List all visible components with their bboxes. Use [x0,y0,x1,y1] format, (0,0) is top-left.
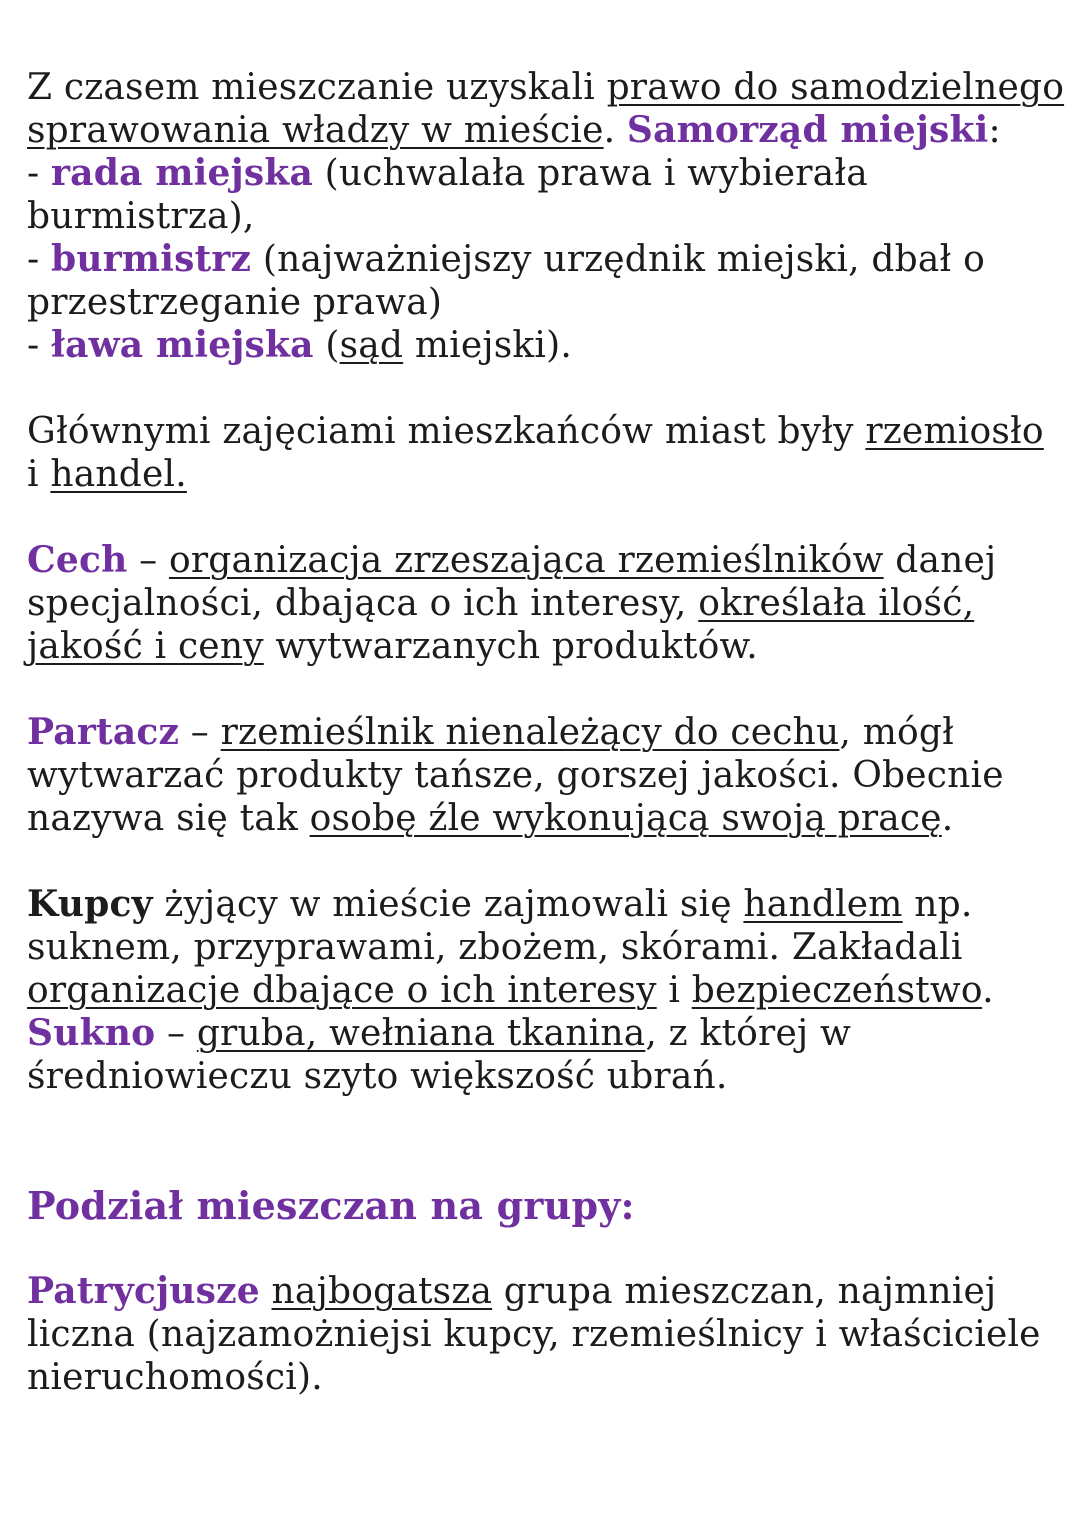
sukno-definition: gruba, wełniana tkanina [196,1013,646,1054]
term-rada-miejska: rada miejska [51,152,313,194]
term-samorzad-miejski: Samorząd miejski [626,109,989,151]
spacer [27,1098,1067,1184]
term-patrycjusze: Patrycjusze [27,1270,260,1312]
term-sukno: Sukno [27,1012,156,1054]
list-item-burmistrz: - burmistrz (najważniejszy urzędnik miejski, dbał o przestrzeganie prawa) [27,238,985,323]
partacz-modern-meaning: osobę źle wykonującą swoją pracę [309,798,942,839]
organizations-underlined: organizacje dbające o ich interesy [27,970,657,1011]
handlem-underlined: handlem [743,884,903,925]
sukno-paragraph: Sukno – gruba, wełniana tkanina, z której w średniowieczu szyto większość ubrań. [27,1012,851,1097]
partacz-paragraph: Partacz – rzemieślnik nienależący do cechu, mógł wytwarzać produkty tańsze, gorszej jakości. Obecnie nazywa się tak osobę źle wykonującą swoją pracę. [27,711,1004,839]
sad-underlined: sąd [339,325,404,366]
self-government-right: prawo do samodzielnego sprawowania władzy w mieście [27,67,1065,151]
cech-role: określała ilość, jakość i ceny [27,583,975,667]
term-kupcy: Kupcy [27,883,153,925]
term-partacz: Partacz [27,711,180,753]
intro-paragraph: Z czasem mieszczanie uzyskali prawo do samodzielnego sprawowania władzy w mieście. Samorząd miejski: [27,67,1065,151]
spacer [27,367,1067,410]
spacer [27,668,1067,711]
spacer [27,496,1067,539]
partacz-definition: rzemieślnik nienależący do cechu [220,712,840,753]
spacer [27,1227,1067,1270]
document-page [27,66,1067,1399]
list-item-rada: - rada miejska (uchwalała prawa i wybierała burmistrza), [27,152,868,237]
kupcy-paragraph: Kupcy żyjący w mieście zajmowali się handlem np. suknem, przyprawami, zbożem, skórami. Zakładali organizacje dbające o ich interesy i bezpieczeństwo. [27,883,994,1011]
list-item-lawa: - ława miejska (sąd miejski). [27,324,573,366]
term-burmistrz: burmistrz [51,238,252,280]
rzemioslo-underlined: rzemiosło [865,411,1044,452]
najbogatsza-underlined: najbogatsza [271,1271,493,1312]
safety-underlined: bezpieczeństwo [691,970,983,1011]
term-lawa-miejska: ława miejska [51,324,314,366]
handel-underlined: handel. [50,454,187,495]
patrycjusze-paragraph: Patrycjusze najbogatsza grupa mieszczan, najmniej liczna (najzamożniejsi kupcy, rzemieślnicy i właściciele nieruchomości). [27,1270,1041,1398]
cech-definition: organizacja zrzeszająca rzemieślników [168,540,884,581]
spacer [27,840,1067,883]
term-cech: Cech [27,539,128,581]
occupations-paragraph: Głównymi zajęciami mieszkańców miast były rzemiosło i handel. [27,411,1044,495]
section-heading: Podział mieszczan na grupy: [27,1183,635,1228]
cech-paragraph: Cech – organizacja zrzeszająca rzemieślników danej specjalności, dbająca o ich interesy, określała ilość, jakość i ceny wytwarzanych produktów. [27,539,997,667]
